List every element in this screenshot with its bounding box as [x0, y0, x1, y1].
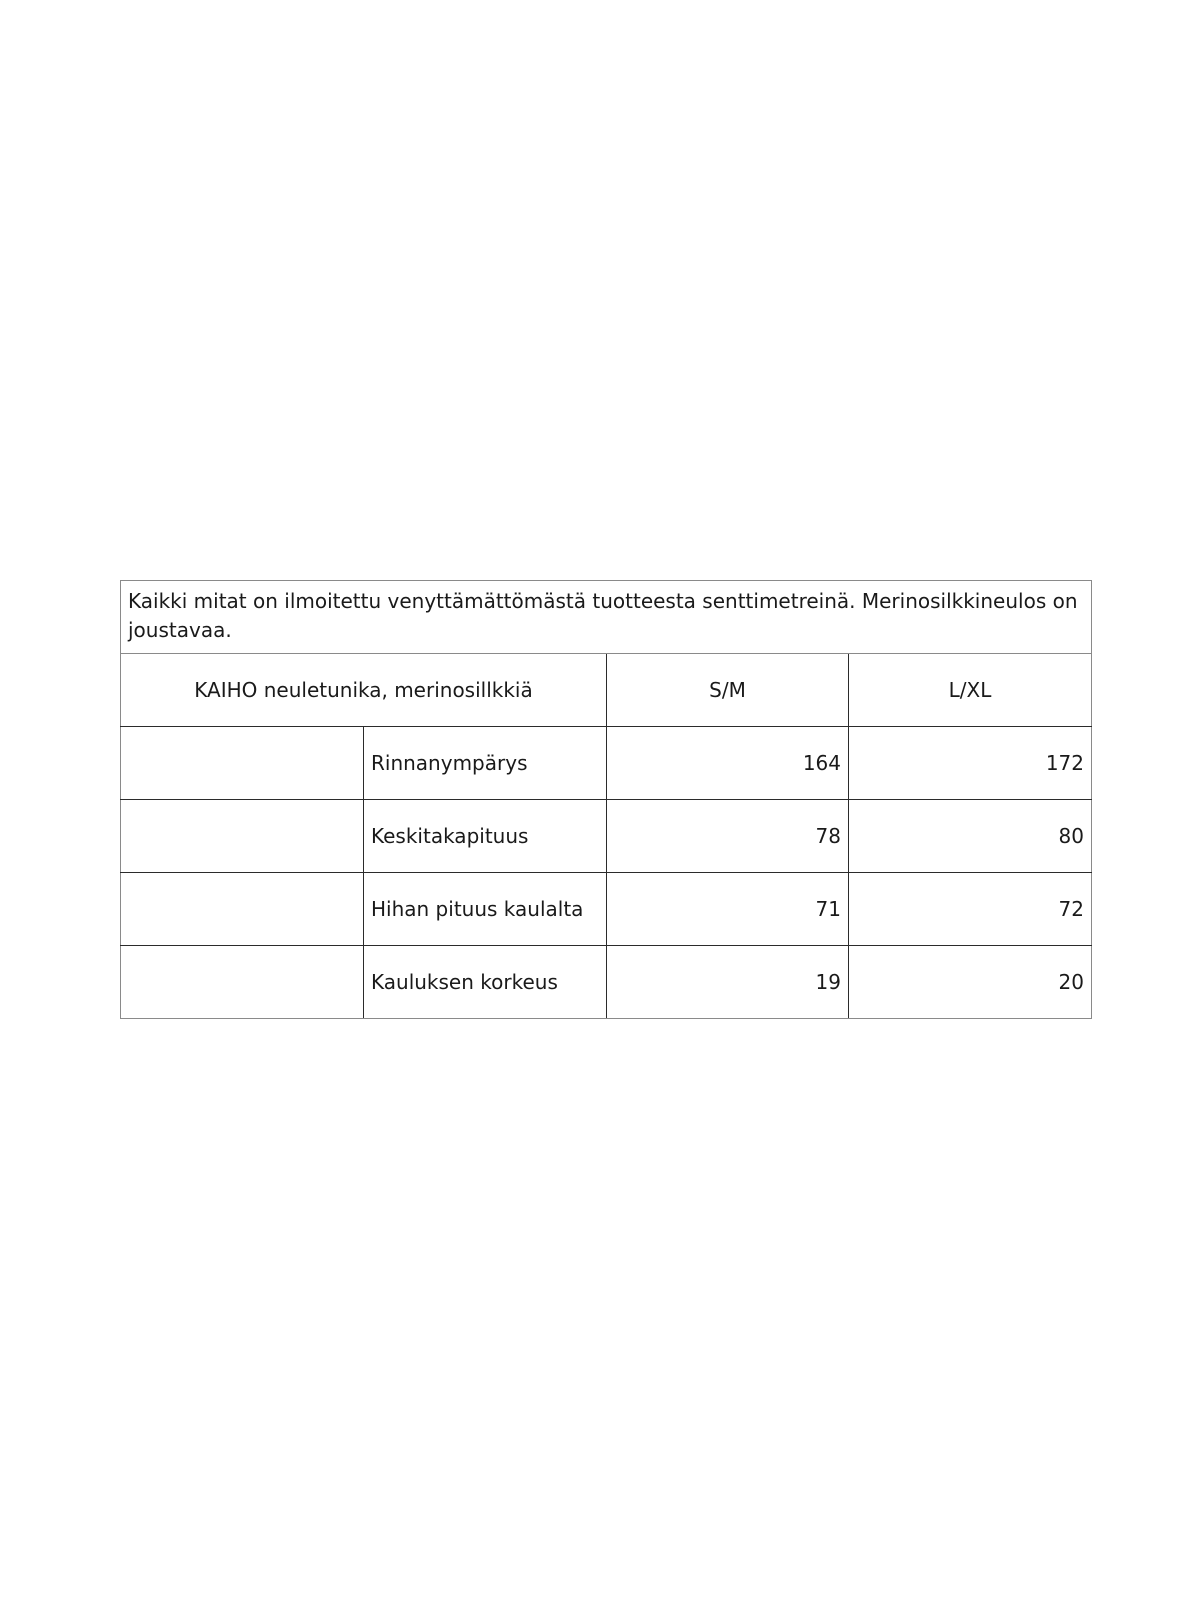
measurement-label: Keskitakapituus — [364, 800, 607, 873]
size-header-sm: S/M — [607, 654, 849, 727]
empty-cell — [121, 946, 364, 1019]
measurement-note: Kaikki mitat on ilmoitettu venyttämättömästä tuotteesta senttimetreinä. Merinosilkkineulos on joustavaa. — [121, 581, 1092, 654]
value-lxl: 80 — [849, 800, 1092, 873]
empty-cell — [121, 873, 364, 946]
table-row — [121, 727, 1092, 800]
value-lxl: 172 — [849, 727, 1092, 800]
empty-cell — [121, 727, 364, 800]
measurement-label: Kauluksen korkeus — [364, 946, 607, 1019]
table-row — [121, 800, 1092, 873]
size-table — [120, 580, 1092, 1019]
empty-cell — [121, 800, 364, 873]
table-row — [121, 873, 1092, 946]
value-sm: 164 — [607, 727, 849, 800]
table-row — [121, 946, 1092, 1019]
note-row — [121, 581, 1092, 654]
size-header-lxl: L/XL — [849, 654, 1092, 727]
value-sm: 78 — [607, 800, 849, 873]
value-lxl: 20 — [849, 946, 1092, 1019]
value-sm: 71 — [607, 873, 849, 946]
value-lxl: 72 — [849, 873, 1092, 946]
measurement-label: Rinnanympärys — [364, 727, 607, 800]
header-row — [121, 654, 1092, 727]
measurement-label: Hihan pituus kaulalta — [364, 873, 607, 946]
value-sm: 19 — [607, 946, 849, 1019]
product-name-header: KAIHO neuletunika, merinosillkkiä — [121, 654, 607, 727]
